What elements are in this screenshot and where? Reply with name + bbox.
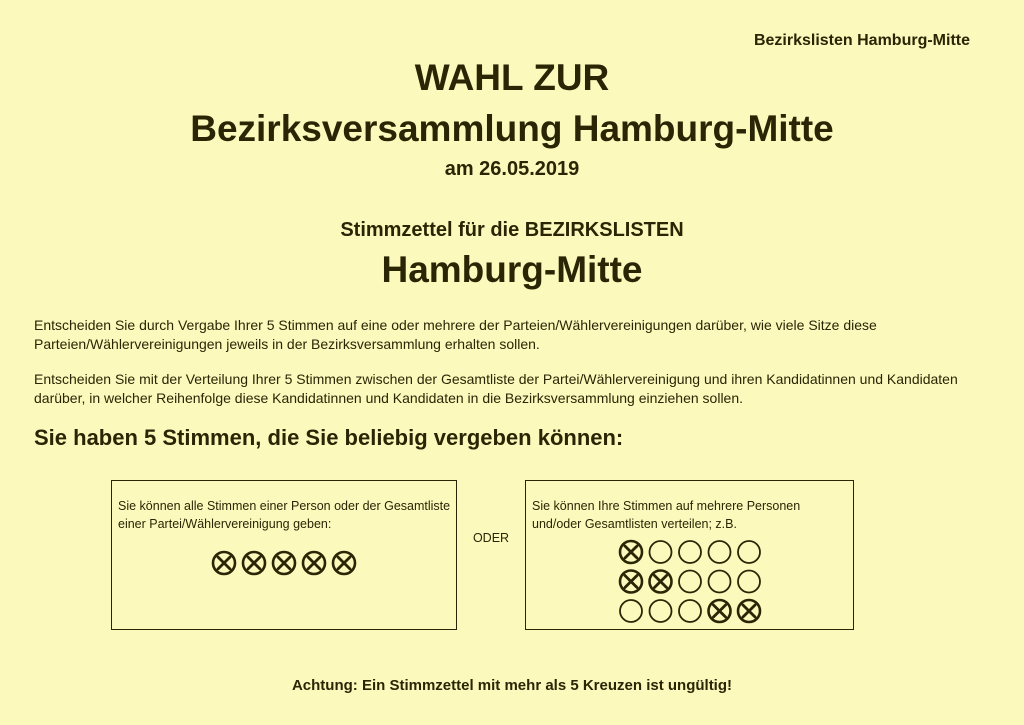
example-box-split [525,480,854,630]
or-separator: ODER [472,531,510,545]
example-box-single-text: Sie können alle Stimmen einer Person oder der Gesamtliste einer Partei/Wählervereinigung geben: [118,499,451,531]
ballot-subtitle: Stimmzettel für die BEZIRKSLISTEN [340,219,684,241]
invalid-ballot-warning: Achtung: Ein Stimmzettel mit mehr als 5 Kreuzen ist ungültig! [291,677,733,694]
example-single-marks [112,481,458,631]
votes-heading: Sie haben 5 Stimmen, die Sie beliebig vergeben können: [34,425,624,450]
ballot-region: Hamburg-Mitte [381,249,643,290]
title-line-2: Bezirksversammlung Hamburg-Mitte [190,108,834,149]
empty-circle-icon [650,600,672,622]
empty-circle-icon [650,541,672,563]
empty-circle-icon [738,571,760,593]
example-split-marks [526,481,855,631]
empty-circle-icon [679,571,701,593]
empty-circle-icon [679,541,701,563]
region-label: Bezirkslisten Hamburg-Mitte [753,32,970,49]
empty-circle-icon [709,571,731,593]
election-date: am 26.05.2019 [444,158,580,180]
empty-circle-icon [738,541,760,563]
empty-circle-icon [679,600,701,622]
empty-circle-icon [620,600,642,622]
instruction-paragraph-2: Entscheiden Sie mit der Verteilung Ihrer 5 Stimmen zwischen der Gesamtliste der Partei/Wählervereinigung und ihren Kandidatinnen und Kandidaten darüber, in welcher Reihenfolge diese Kandidatinnen und Kandidaten in die Bezirksversammlung einziehen sollen. [34,371,958,406]
title-line-1: WAHL ZUR [414,57,610,98]
example-box-single [111,480,457,630]
example-box-split-text: Sie können Ihre Stimmen auf mehrere Personen und/oder Gesamtlisten verteilen; z.B. [532,499,801,531]
instruction-paragraph-1: Entscheiden Sie durch Vergabe Ihrer 5 Stimmen auf eine oder mehrere der Parteien/Wählervereinigungen darüber, wie viele Sitze diese Parteien/Wählervereinigungen jeweils in der Bezirksversammlung erhalten sollen. [34,317,877,352]
empty-circle-icon [709,541,731,563]
